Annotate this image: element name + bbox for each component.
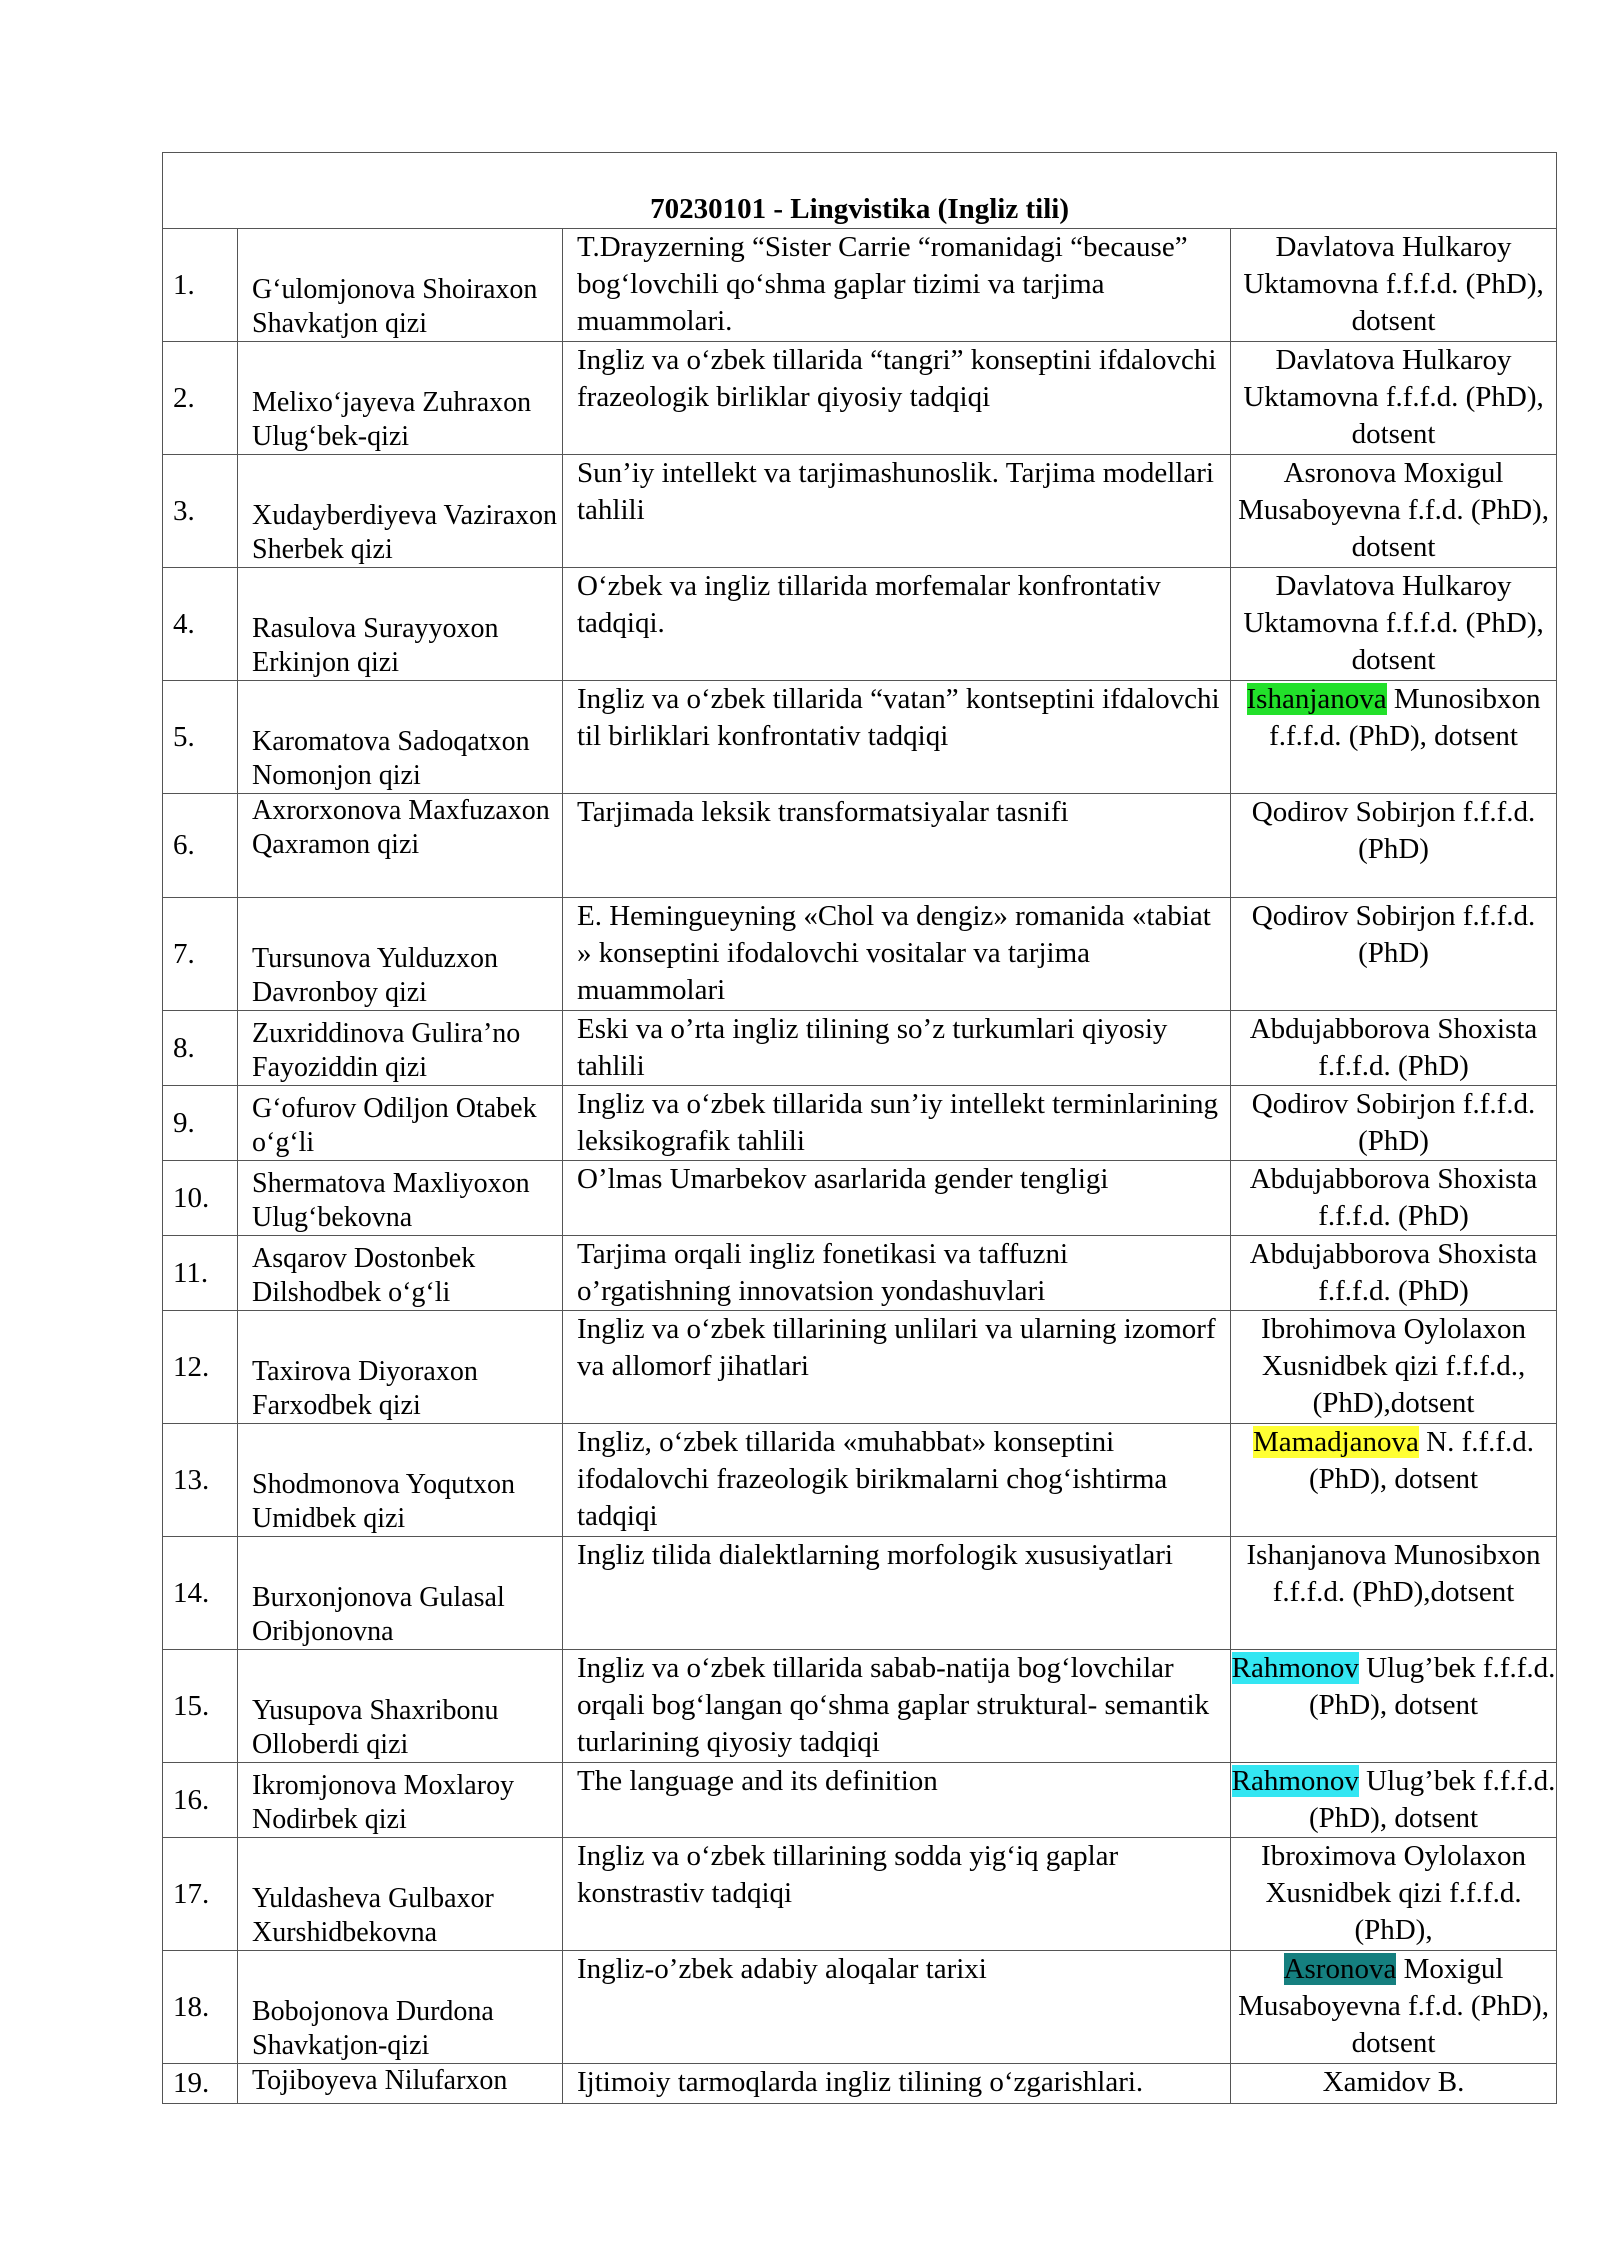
student-name: Axrorxonova Maxfuzaxon Qaxramon qizi	[238, 794, 563, 898]
row-number: 13.	[163, 1424, 238, 1537]
table-row	[163, 1650, 1557, 1763]
table-row	[163, 1424, 1557, 1537]
thesis-topic: Ingliz va o‘zbek tillarida “vatan” kontseptini ifdalovchi til birliklari konfrontativ tadqiqi	[563, 681, 1231, 794]
supervisor-rest: Ulug’bek f.f.f.d. (PhD), dotsent	[1308, 1765, 1556, 1834]
student-name: Ikromjonova Moxlaroy Nodirbek qizi	[238, 1763, 563, 1838]
student-name: Rasulova Surayyoxon Erkinjon qizi	[238, 568, 563, 681]
table-row	[163, 898, 1557, 1011]
thesis-topic: Ingliz tilida dialektlarning morfologik xususiyatlari	[563, 1537, 1231, 1650]
row-number: 5.	[163, 681, 238, 794]
table-row	[163, 1838, 1557, 1951]
table-row	[163, 794, 1557, 898]
table-row	[163, 1236, 1557, 1311]
row-number: 14.	[163, 1537, 238, 1650]
supervisor	[1231, 1951, 1557, 2064]
supervisor: Qodirov Sobirjon f.f.f.d. (PhD)	[1231, 794, 1557, 898]
supervisor: Davlatova Hulkaroy Uktamovna f.f.f.d. (PhD), dotsent	[1231, 568, 1557, 681]
thesis-topic: O’lmas Umarbekov asarlarida gender tengligi	[563, 1161, 1231, 1236]
supervisor: Abdujabborova Shoxista f.f.f.d. (PhD)	[1231, 1236, 1557, 1311]
supervisor: Xamidov B.	[1231, 2064, 1557, 2104]
highlighted-surname: Asronova	[1283, 1953, 1397, 1985]
highlighted-surname: Mamadjanova	[1252, 1426, 1419, 1458]
thesis-topic: Ingliz va o‘zbek tillarida “tangri” konseptini ifdalovchi frazeologik birliklar qiyosiy tadqiqi	[563, 342, 1231, 455]
thesis-topic: Sun’iy intellekt va tarjimashunoslik. Tarjima modellari tahlili	[563, 455, 1231, 568]
supervisor	[1231, 1763, 1557, 1838]
thesis-topic: Ingliz va o‘zbek tillarida sun’iy intellekt terminlarining leksikografik tahlili	[563, 1086, 1231, 1161]
row-number: 15.	[163, 1650, 238, 1763]
supervisor-rest: Ulug’bek f.f.f.d. (PhD), dotsent	[1308, 1652, 1556, 1721]
student-name: Asqarov Dostonbek Dilshodbek o‘g‘li	[238, 1236, 563, 1311]
table-row	[163, 1086, 1557, 1161]
thesis-topic: Ingliz va o‘zbek tillarining unlilari va ularning izomorf va allomorf jihatlari	[563, 1311, 1231, 1424]
supervisor-rest: Munosibxon f.f.f.d. (PhD), dotsent	[1269, 683, 1541, 752]
program-heading: 70230101 - Lingvistika (Ingliz tili)	[163, 153, 1557, 229]
table-row	[163, 1161, 1557, 1236]
supervisor-rest: Moxigul Musaboyevna f.f.d. (PhD), dotsent	[1238, 1953, 1549, 2059]
thesis-topics-table	[162, 152, 1557, 2104]
row-number: 10.	[163, 1161, 238, 1236]
table-row	[163, 568, 1557, 681]
supervisor	[1231, 681, 1557, 794]
table-row	[163, 681, 1557, 794]
table-row	[163, 1951, 1557, 2064]
student-name: Yusupova Shaxribonu Olloberdi qizi	[238, 1650, 563, 1763]
student-name: Shodmonova Yoqutxon Umidbek qizi	[238, 1424, 563, 1537]
student-name: Melixo‘jayeva Zuhraxon Ulug‘bek-qizi	[238, 342, 563, 455]
thesis-topic: Ingliz va o‘zbek tillarining sodda yig‘iq gaplar konstrastiv tadqiqi	[563, 1838, 1231, 1951]
highlighted-surname: Rahmonov	[1231, 1652, 1359, 1684]
supervisor-rest: N. f.f.f.d. (PhD), dotsent	[1308, 1426, 1535, 1495]
student-name: Tojiboyeva Nilufarxon	[238, 2064, 563, 2104]
row-number: 11.	[163, 1236, 238, 1311]
thesis-topic: Tarjimada leksik transformatsiyalar tasnifi	[563, 794, 1231, 898]
supervisor: Qodirov Sobirjon f.f.f.d. (PhD)	[1231, 1086, 1557, 1161]
student-name: Bobojonova Durdona Shavkatjon-qizi	[238, 1951, 563, 2064]
row-number: 17.	[163, 1838, 238, 1951]
thesis-topic: E. Hemingueyning «Chol va dengiz» romanida «tabiat » konseptini ifodalovchi vositalar va tarjima muammolari	[563, 898, 1231, 1011]
student-name: Shermatova Maxliyoxon Ulug‘bekovna	[238, 1161, 563, 1236]
supervisor: Ibroximova Oylolaxon Xusnidbek qizi f.f.f.d. (PhD),	[1231, 1838, 1557, 1951]
table-heading-row	[163, 153, 1557, 229]
row-number: 4.	[163, 568, 238, 681]
row-number: 8.	[163, 1011, 238, 1086]
thesis-topic: T.Drayzerning “Sister Carrie “romanidagi “because” bog‘lovchili qo‘shma gaplar tizimi va tarjima muammolari.	[563, 229, 1231, 342]
student-name: Tursunova Yulduzxon Davronboy qizi	[238, 898, 563, 1011]
student-name: G‘ulomjonova Shoiraxon Shavkatjon qizi	[238, 229, 563, 342]
student-name: Karomatova Sadoqatxon Nomonjon qizi	[238, 681, 563, 794]
table-row	[163, 1011, 1557, 1086]
student-name: G‘ofurov Odiljon Otabek o‘g‘li	[238, 1086, 563, 1161]
student-name: Taxirova Diyoraxon Farxodbek qizi	[238, 1311, 563, 1424]
table-row	[163, 1763, 1557, 1838]
thesis-topic: The language and its definition	[563, 1763, 1231, 1838]
table-row	[163, 229, 1557, 342]
supervisor: Qodirov Sobirjon f.f.f.d. (PhD)	[1231, 898, 1557, 1011]
student-name: Burxonjonova Gulasal Oribjonovna	[238, 1537, 563, 1650]
thesis-topic: Ingliz, o‘zbek tillarida «muhabbat» konseptini ifodalovchi frazeologik birikmalarni chog‘ishtirma tadqiqi	[563, 1424, 1231, 1537]
highlighted-surname: Ishanjanova	[1246, 683, 1387, 715]
row-number: 18.	[163, 1951, 238, 2064]
row-number: 6.	[163, 794, 238, 898]
thesis-topic: Eski va o’rta ingliz tilining so’z turkumlari qiyosiy tahlili	[563, 1011, 1231, 1086]
student-name: Xudayberdiyeva Vaziraxon Sherbek qizi	[238, 455, 563, 568]
supervisor: Asronova Moxigul Musaboyevna f.f.d. (PhD), dotsent	[1231, 455, 1557, 568]
row-number: 19.	[163, 2064, 238, 2104]
row-number: 9.	[163, 1086, 238, 1161]
table-row	[163, 455, 1557, 568]
table-row	[163, 342, 1557, 455]
thesis-topic: Tarjima orqali ingliz fonetikasi va taffuzni o’rgatishning innovatsion yondashuvlari	[563, 1236, 1231, 1311]
row-number: 16.	[163, 1763, 238, 1838]
row-number: 2.	[163, 342, 238, 455]
highlighted-surname: Rahmonov	[1231, 1765, 1359, 1797]
student-name: Yuldasheva Gulbaxor Xurshidbekovna	[238, 1838, 563, 1951]
supervisor: Ishanjanova Munosibxon f.f.f.d. (PhD),dotsent	[1231, 1537, 1557, 1650]
supervisor: Davlatova Hulkaroy Uktamovna f.f.f.d. (PhD), dotsent	[1231, 229, 1557, 342]
row-number: 7.	[163, 898, 238, 1011]
student-name: Zuxriddinova Gulira’no Fayoziddin qizi	[238, 1011, 563, 1086]
thesis-topic: Ingliz-o’zbek adabiy aloqalar tarixi	[563, 1951, 1231, 2064]
supervisor: Davlatova Hulkaroy Uktamovna f.f.f.d. (PhD), dotsent	[1231, 342, 1557, 455]
table-row	[163, 1537, 1557, 1650]
table-row	[163, 2064, 1557, 2104]
supervisor: Abdujabborova Shoxista f.f.f.d. (PhD)	[1231, 1011, 1557, 1086]
thesis-topic: Ijtimoiy tarmoqlarda ingliz tilining o‘zgarishlari.	[563, 2064, 1231, 2104]
row-number: 3.	[163, 455, 238, 568]
supervisor	[1231, 1424, 1557, 1537]
supervisor: Abdujabborova Shoxista f.f.f.d. (PhD)	[1231, 1161, 1557, 1236]
thesis-topic: O‘zbek va ingliz tillarida morfemalar konfrontativ tadqiqi.	[563, 568, 1231, 681]
row-number: 12.	[163, 1311, 238, 1424]
supervisor	[1231, 1650, 1557, 1763]
thesis-topic: Ingliz va o‘zbek tillarida sabab-natija bog‘lovchilar orqali bog‘langan qo‘shma gaplar struktural- semantik turlarining qiyosiy tadqiqi	[563, 1650, 1231, 1763]
table-row	[163, 1311, 1557, 1424]
row-number: 1.	[163, 229, 238, 342]
supervisor: Ibrohimova Oylolaxon Xusnidbek qizi f.f.f.d., (PhD),dotsent	[1231, 1311, 1557, 1424]
